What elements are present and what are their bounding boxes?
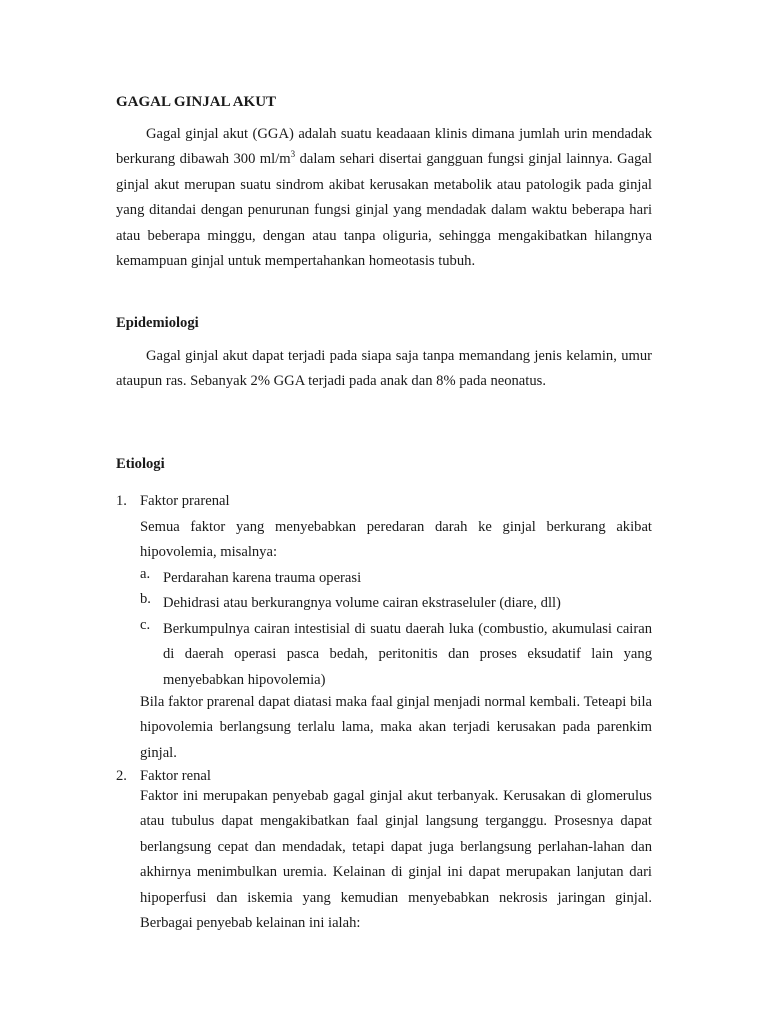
etiologi-item-text: Semua faktor yang menyebabkan peredaran darah ke ginjal berkurang akibat hipovolemia, misalnya: — [140, 519, 652, 561]
document-title: GAGAL GINJAL AKUT — [116, 94, 277, 110]
etiologi-item-label: Faktor prarenal — [140, 493, 230, 509]
sub-item-text: Perdarahan karena trauma operasi — [163, 570, 362, 586]
epidemiologi-heading: Epidemiologi — [116, 315, 199, 331]
etiologi-item-text: Faktor ini merupakan penyebab gagal ginjal akut terbanyak. Kerusakan di glomerulus atau tubulus dapat mengakibatkan faal ginjal langsung terganggu. Prosesnya dapat berlangsung cepat dan mendadak, tetapi dapat juga berlangsung perlahan-lahan dan akhirnya menimbulkan uremia. Kelainan di ginjal ini dapat merupakan lanjutan dari hipoperfusi dan iskemia yang kemudian menyebabkan nekrosis jaringan ginjal. Berbagai penyebab kelainan ini ialah: — [140, 788, 652, 932]
intro-text-part2: dalam sehari disertai gangguan fungsi ginjal lainnya. Gagal ginjal akut merupan suatu sindrom akibat kerusakan metabolik atau patologik pada ginjal yang ditandai dengan penurunan fungsi ginjal yang mendadak dalam waktu beberapa hari atau beberapa minggu, dengan atau tanpa oliguria, sehingga mengakibatkan hilangnya kemampuan ginjal untuk mempertahankan homeotasis tubuh. — [116, 151, 652, 270]
etiologi-item-number: 1. — [116, 493, 127, 509]
intro-text-part1: Gagal ginjal akut (GGA) adalah suatu keadaaan klinis dimana jumlah urin mendadak berkurang dibawah 300 ml/m — [116, 126, 652, 168]
sub-item-letter: b. — [140, 591, 151, 607]
etiologi-item-number: 2. — [116, 768, 127, 784]
epidemiologi-paragraph: Gagal ginjal akut dapat terjadi pada siapa saja tanpa memandang jenis kelamin, umur ataupun ras. Sebanyak 2% GGA terjadi pada anak dan 8% pada neonatus. — [116, 348, 652, 390]
sub-item-letter: a. — [140, 566, 151, 582]
sub-item-text: Dehidrasi atau berkurangnya volume cairan ekstraseluler (diare, dll) — [163, 595, 561, 611]
sub-item-letter: c. — [140, 617, 151, 633]
etiologi-heading: Etiologi — [116, 456, 165, 472]
intro-paragraph — [116, 122, 652, 274]
etiologi-item-label: Faktor renal — [140, 768, 211, 784]
etiologi-item-closing: Bila faktor prarenal dapat diatasi maka faal ginjal menjadi normal kembali. Teteapi bila hipovolemia berlangsung terlalu lama, maka akan terjadi kerusakan pada parenkim ginjal. — [140, 694, 652, 761]
sub-item-text: Berkumpulnya cairan intestisial di suatu daerah luka (combustio, akumulasi cairan di daerah operasi pasca bedah, peritonitis dan proses eksudatif lain yang menyebabkan hipovolemia) — [163, 621, 652, 688]
intro-superscript: 3 — [290, 149, 296, 160]
